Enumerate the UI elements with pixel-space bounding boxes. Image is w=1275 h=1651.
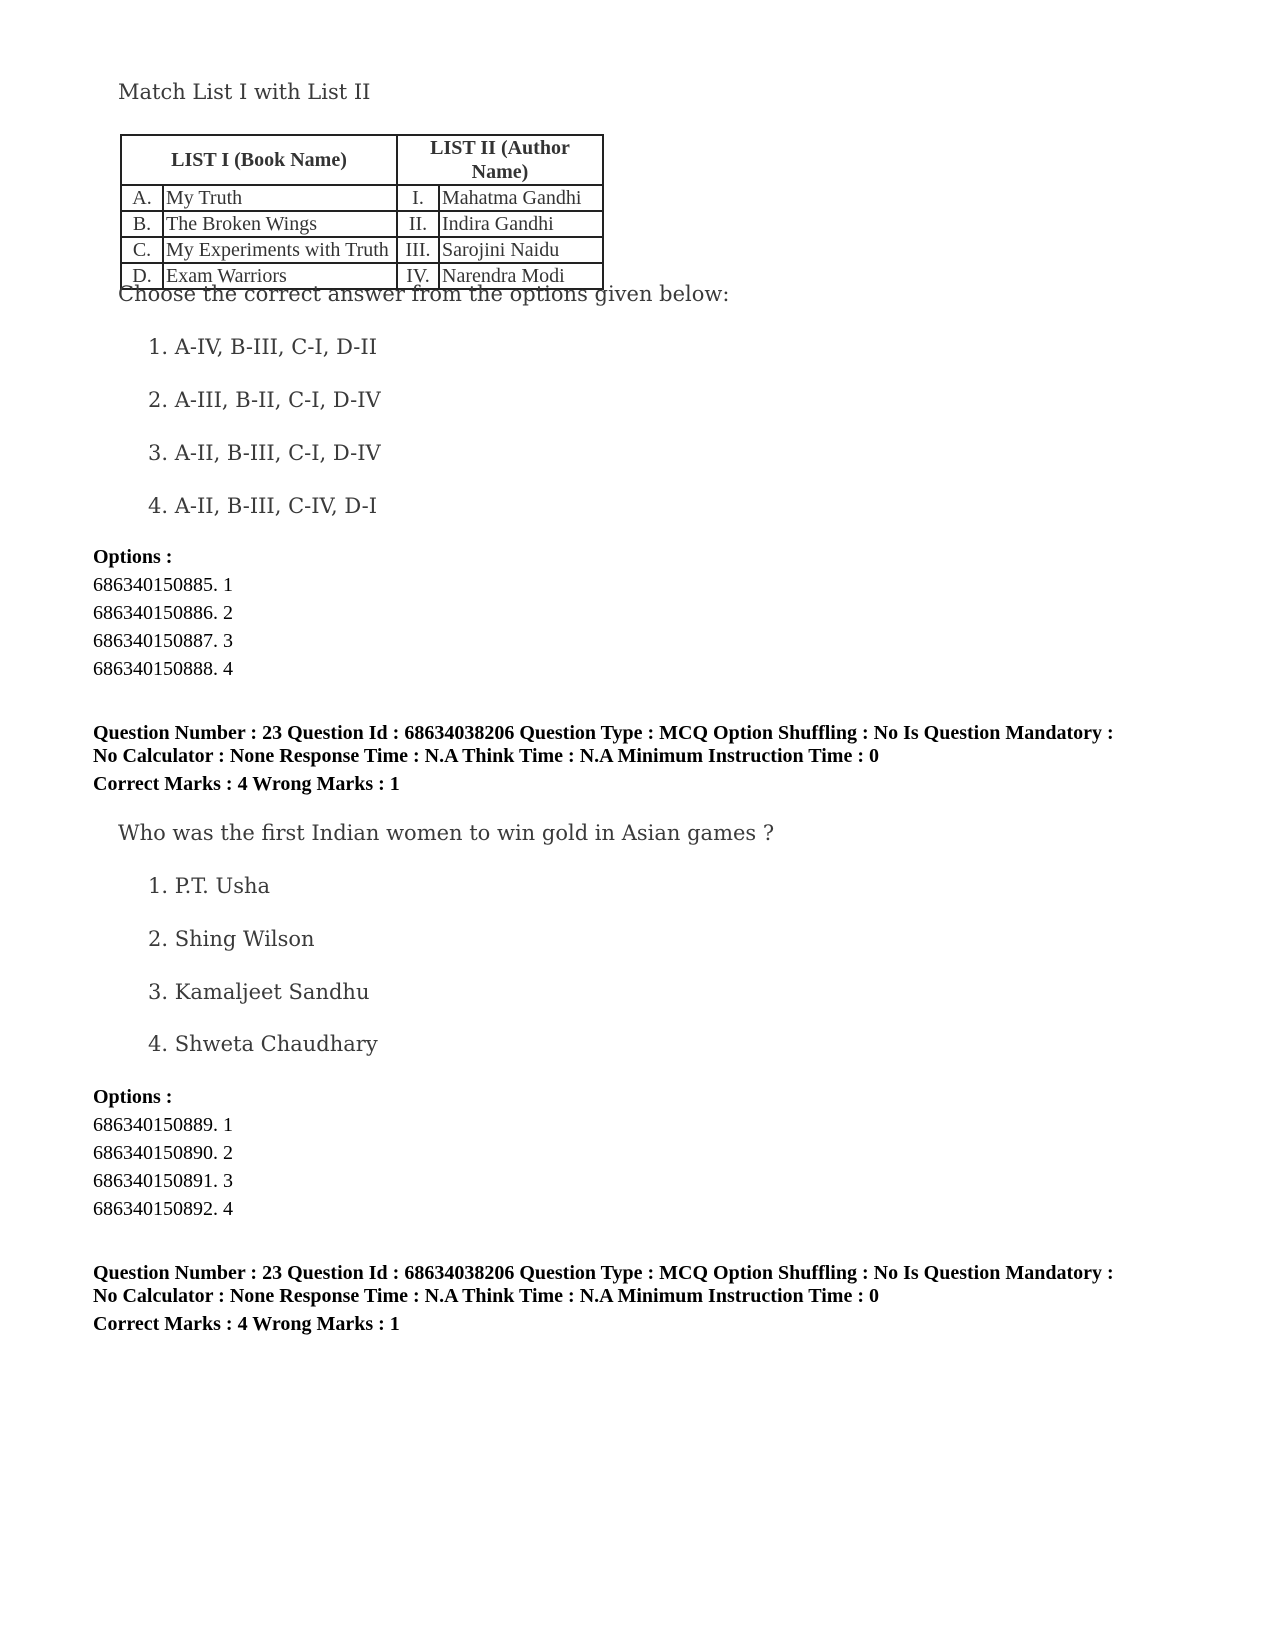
list-2-header: LIST II (Author Name) [397, 135, 603, 185]
options-label: Options : [93, 546, 173, 568]
question-meta-line-2: No Calculator : None Response Time : N.A Think Time : N.A Minimum Instruction Time : 0 [93, 1285, 879, 1307]
option-id: 686340150885. 1 [93, 574, 233, 596]
choice-3: 3. Kamaljeet Sandhu [148, 980, 370, 1004]
list-2-key: II. [397, 211, 439, 237]
question-stem: Who was the first Indian women to win gold in Asian games ? [118, 821, 775, 845]
choice-1: 1. A-IV, B-III, C-I, D-II [148, 335, 377, 359]
book-name: My Experiments with Truth [163, 237, 397, 263]
option-id: 686340150886. 2 [93, 602, 233, 624]
table-row [121, 237, 603, 263]
option-id: 686340150889. 1 [93, 1114, 233, 1136]
choice-2: 2. A-III, B-II, C-I, D-IV [148, 388, 381, 412]
choice-1: 1. P.T. Usha [148, 874, 271, 898]
list-2-key: I. [397, 185, 439, 211]
author-name: Sarojini Naidu [439, 237, 603, 263]
choice-4: 4. Shweta Chaudhary [148, 1032, 378, 1056]
author-name: Mahatma Gandhi [439, 185, 603, 211]
table-row [121, 185, 603, 211]
choice-4: 4. A-II, B-III, C-IV, D-I [148, 494, 377, 518]
book-name: The Broken Wings [163, 211, 397, 237]
author-name: Indira Gandhi [439, 211, 603, 237]
match-table [120, 134, 604, 290]
option-id: 686340150890. 2 [93, 1142, 233, 1164]
list-2-key: IV. [397, 263, 439, 289]
options-label: Options : [93, 1086, 173, 1108]
book-name: Exam Warriors [163, 263, 397, 289]
list-1-header: LIST I (Book Name) [121, 135, 397, 185]
question-meta-line-1: Question Number : 23 Question Id : 68634038206 Question Type : MCQ Option Shuffling : No Is Question Mandatory : [93, 722, 1114, 744]
option-id: 686340150887. 3 [93, 630, 233, 652]
option-id: 686340150891. 3 [93, 1170, 233, 1192]
question-marks: Correct Marks : 4 Wrong Marks : 1 [93, 773, 400, 795]
table-row [121, 211, 603, 237]
option-id: 686340150888. 4 [93, 658, 233, 680]
question-stem: Match List I with List II [118, 80, 371, 104]
question-meta-line-2: No Calculator : None Response Time : N.A Think Time : N.A Minimum Instruction Time : 0 [93, 745, 879, 767]
author-name: Narendra Modi [439, 263, 603, 289]
list-1-key: C. [121, 237, 163, 263]
question-instruction: Choose the correct answer from the options given below: [118, 282, 730, 306]
list-2-key: III. [397, 237, 439, 263]
choice-2: 2. Shing Wilson [148, 927, 315, 951]
question-marks: Correct Marks : 4 Wrong Marks : 1 [93, 1313, 400, 1335]
list-1-key: A. [121, 185, 163, 211]
list-1-key: D. [121, 263, 163, 289]
question-meta-line-1: Question Number : 23 Question Id : 68634038206 Question Type : MCQ Option Shuffling : No Is Question Mandatory : [93, 1262, 1114, 1284]
table-header-row [121, 135, 603, 185]
option-id: 686340150892. 4 [93, 1198, 233, 1220]
choice-3: 3. A-II, B-III, C-I, D-IV [148, 441, 381, 465]
book-name: My Truth [163, 185, 397, 211]
list-1-key: B. [121, 211, 163, 237]
